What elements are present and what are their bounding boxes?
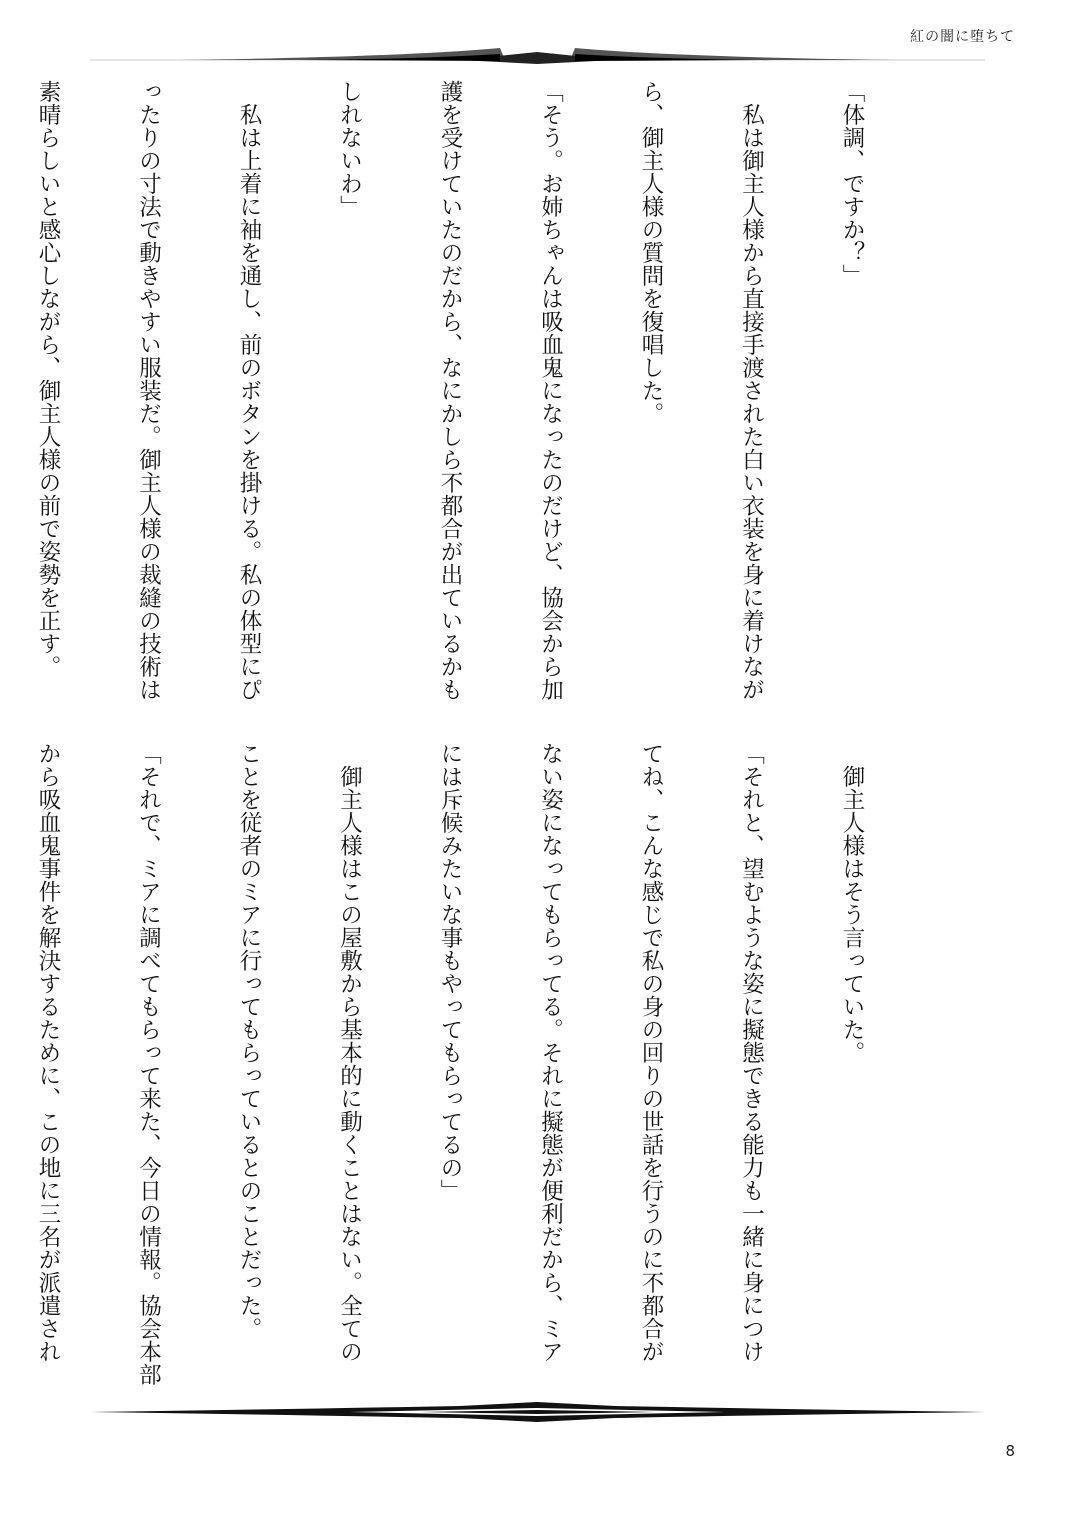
text-line: 「それと、望むような姿に擬態できる能力も一緒に身につけ	[738, 742, 765, 1363]
text-line: 「そう。お姉ちゃんは吸血鬼になったのだけど、協会から加	[537, 80, 564, 701]
text-line: 御主人様はそう言っていた。	[839, 742, 865, 1064]
text-line: には斥候みたいな事もやってもらってるの」	[437, 742, 463, 1202]
text-line: 素晴らしいと感心しながら、御主人様の前で姿勢を正す。	[35, 80, 61, 678]
text-line: ら、御主人様の質問を復唱した。	[638, 80, 664, 425]
text-line: 護を受けていたのだから、なにかしら不都合が出ているかも	[437, 80, 463, 701]
text-line: しれないわ」	[336, 80, 363, 218]
text-line: 私は御主人様から直接手渡された白い衣装を身に着けなが	[738, 80, 765, 701]
page-number: 8	[1005, 1442, 1015, 1460]
book-title-header: 紅の闇に堕ちて	[910, 29, 1015, 45]
top-ornament-divider	[0, 40, 1075, 80]
text-line: てね、こんな感じで私の身の回りの世話を行うのに不都合が	[638, 742, 664, 1363]
text-line: 御主人様はこの屋敷から基本的に動くことはない。全ての	[336, 742, 363, 1363]
text-line: ない姿になってもらってる。それに擬態が便利だから、ミア	[537, 742, 564, 1363]
bottom-ornament-divider	[0, 1392, 1075, 1432]
text-line: ったりの寸法で動きやすい服装だ。御主人様の裁縫の技術は	[135, 80, 162, 701]
text-line: ことを従者のミアに行ってもらっているとのことだった。	[236, 742, 262, 1340]
lower-text-block	[0, 742, 935, 1386]
upper-text-block	[0, 80, 935, 700]
text-line: 「それで、ミアに調べてもらって来た、今日の情報。協会本部	[135, 742, 162, 1386]
text-line: から吸血鬼事件を解決するために、この地に三名が派遣され	[35, 742, 61, 1363]
text-line: 私は上着に袖を通し、前のボタンを掛ける。私の体型にぴ	[236, 80, 262, 701]
text-line: 「体調、ですか？」	[839, 80, 865, 287]
